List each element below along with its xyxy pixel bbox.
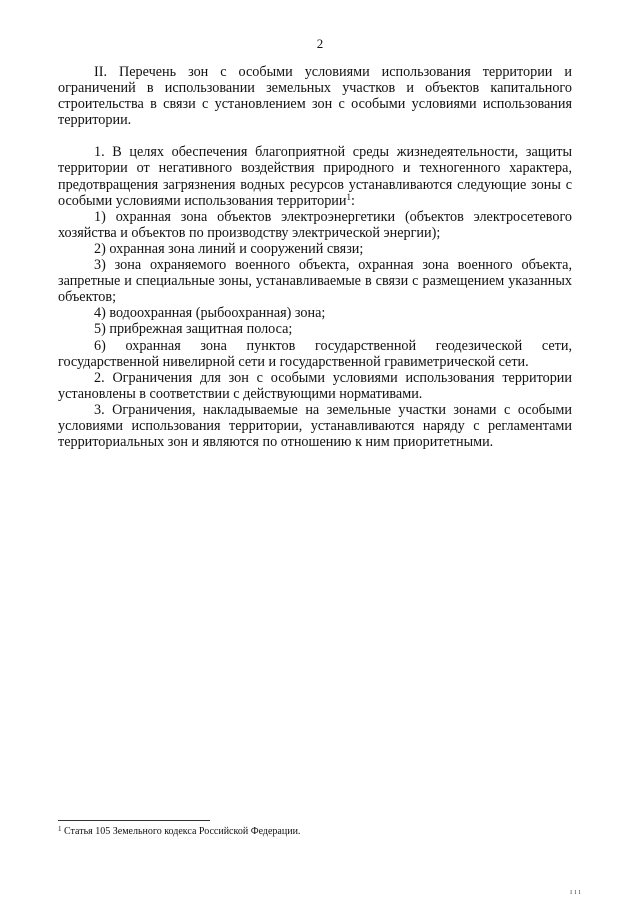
list-item: 6) охранная зона пунктов государственной геодезической сети, государственной нивелирной сети и государственной гравиметрической сети.: [58, 337, 572, 370]
section-heading: II. Перечень зон с особыми условиями использования территории и ограничений в использовании земельных участков и объектов капитального строительства в связи с установлением зон с особыми условиями использования территории.: [58, 64, 572, 129]
page-number: 2: [316, 36, 324, 51]
list-item: 1) охранная зона объектов электроэнергетики (объектов электросетевого хозяйства и объектов по производству электрической энергии);: [58, 208, 572, 241]
footnote-reference[interactable]: 1: [346, 191, 351, 202]
list-item: 3) зона охраняемого военного объекта, охранная зона военного объекта, запретные и специальные зоны, устанавливаемые в связи с размещением указанных объектов;: [58, 257, 572, 306]
footnote-divider: [58, 820, 210, 821]
paragraph-1-intro: [58, 144, 572, 208]
paragraph-2: 2. Ограничения для зон с особыми условиями использования территории установлены в соответствии с действующими нормативами.: [58, 369, 572, 402]
paragraph-1-text: 1. В целях обеспечения благоприятной среды жизнедеятельности, защиты территории от негативного воздействия природного и техногенного характера, предотвращения загрязнения водных ресурсов устанавливаются следующие зоны с особыми условиями использования территории: [58, 144, 572, 209]
footnote-marker: 1: [58, 825, 62, 833]
footnote: [58, 826, 300, 838]
document-body: [58, 64, 572, 450]
paragraph-3: 3. Ограничения, накладываемые на земельные участки зонами с особыми условиями использования территории, устанавливаются наряду с регламентами территориальных зон и являются по отношению к ним приоритетными.: [58, 401, 572, 451]
paragraph-1-colon: :: [351, 192, 355, 209]
corner-mark: ııı: [570, 887, 583, 896]
list-item: 2) охранная зона линий и сооружений связи;: [94, 240, 364, 257]
list-item: 5) прибрежная защитная полоса;: [94, 321, 293, 338]
footnote-text: Статья 105 Земельного кодекса Российской Федерации.: [61, 826, 301, 837]
list-item: 4) водоохранная (рыбоохранная) зона;: [94, 305, 326, 322]
